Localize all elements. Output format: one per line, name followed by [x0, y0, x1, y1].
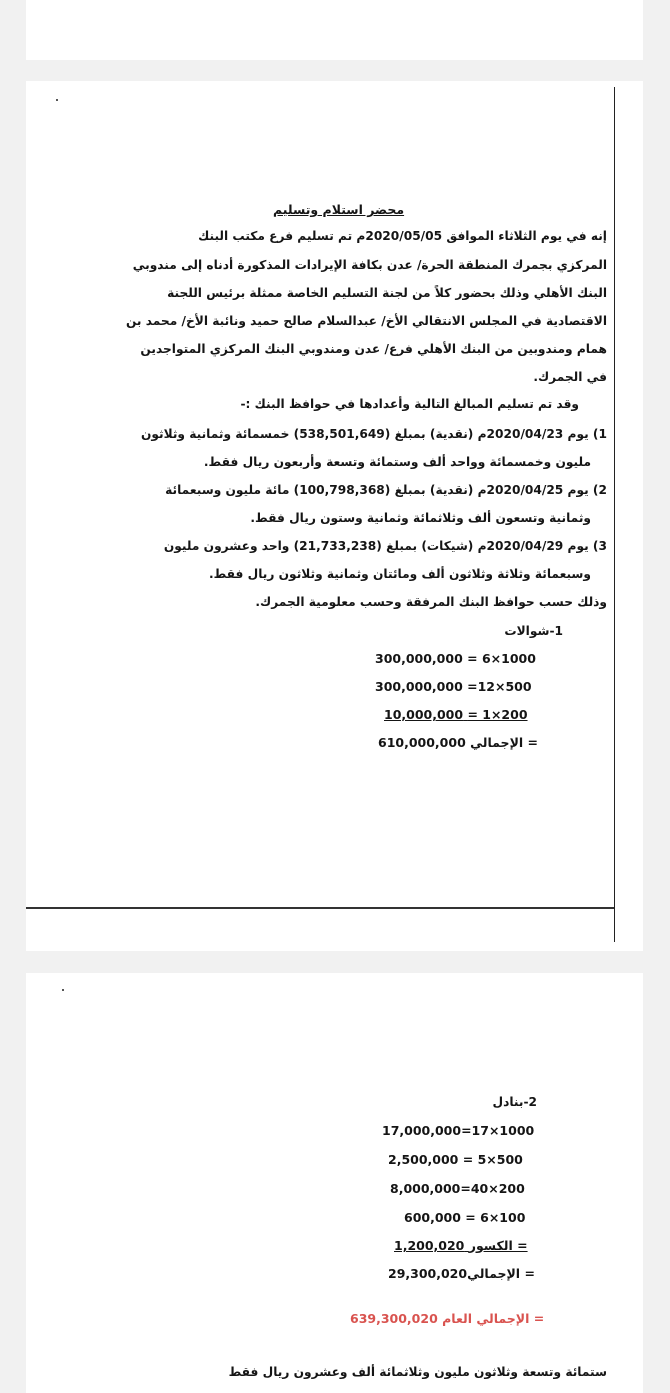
- document-title: محضر استلام وتسليم: [273, 202, 405, 217]
- scan-bottom-line: [26, 907, 614, 909]
- scan-speck: [62, 989, 64, 991]
- page-3: [26, 973, 643, 1393]
- page-2: [26, 81, 643, 951]
- section-1-row-1: 300,000,000 = 6×1000: [375, 651, 536, 666]
- item-2-line-2: وثمانية وتسعون ألف وثلاثمائة وثمانية وستون ريال فقط.: [250, 511, 591, 525]
- intro-line-1: إنه في يوم الثلاثاء الموافق 2020/05/05م تم تسليم فرع مكتب البنك: [198, 229, 607, 243]
- intro-line-5: همام ومندوبين من البنك الأهلي فرع/ عدن ومندوبي البنك المركزي المتواجدين: [140, 342, 607, 356]
- section-1-heading: 1-شوالات: [504, 624, 563, 638]
- section-2-total: 29,300,020= الإجمالي: [388, 1266, 535, 1281]
- section-1-row-2: 300,000,000 =12×500: [375, 679, 532, 694]
- section-2-heading: 2-بنادل: [492, 1095, 537, 1109]
- section-2-row-3: 8,000,000=40×200: [390, 1181, 525, 1196]
- scan-speck: [56, 99, 58, 101]
- grand-total: 639,300,020 = الإجمالي العام: [350, 1311, 545, 1326]
- section-2-row-1: 17,000,000=17×1000: [382, 1123, 535, 1138]
- scan-edge-line: [614, 87, 615, 942]
- item-3-line-1: 3) يوم 2020/04/29م (شيكات) بمبلغ (21,733,238) واحد وعشرون مليون: [163, 539, 607, 553]
- section-1-row-3: 10,000,000 = 1×200: [384, 707, 528, 722]
- item-3-line-2: وسبعمائة وثلاثة وثلاثون ألف ومائتان وثمانية وثلاثون ريال فقط.: [208, 567, 591, 581]
- section-2-row-5: 1,200,020 = الكسور: [394, 1238, 528, 1253]
- intro-line-3: البنك الأهلي وذلك بحضور كلاً من لجنة التسليم الخاصة ممثلة برئيس اللجنة: [167, 286, 607, 300]
- bottom-partial-line: ستمائة وتسعة وثلاثون مليون وثلاثمائة ألف وعشرون ريال فقط: [228, 1365, 607, 1379]
- section-1-total: 610,000,000 = الإجمالي: [378, 735, 538, 750]
- intro-line-4: الاقتصادية في المجلس الانتقالي الأخ/ عبدالسلام صالح حميد ونائبة الأخ/ محمد بن: [125, 314, 607, 328]
- page-1-partial: [26, 0, 643, 60]
- delivery-intro: وقد تم تسليم المبالغ التالية وأعدادها في حوافظ البنك :-: [240, 397, 579, 411]
- item-2-line-1: 2) يوم 2020/04/25م (نقدية) بمبلغ (100,798,368) مائة مليون وسبعمائة: [165, 483, 607, 497]
- item-1-line-2: مليون وخمسمائة وواحد ألف وستمائة وتسعة وأربعون ريال فقط.: [203, 455, 591, 469]
- intro-line-2: المركزي بجمرك المنطقة الحرة/ عدن بكافة الإيرادات المذكورة أدناه إلى مندوبي: [132, 258, 607, 272]
- intro-line-6: في الجمرك.: [533, 370, 607, 384]
- item-1-line-1: 1) يوم 2020/04/23م (نقدية) بمبلغ (538,501,649) خمسمائة وثمانية وثلاثون: [140, 427, 607, 441]
- section-2-row-4: 600,000 = 6×100: [404, 1210, 526, 1225]
- according-line: وذلك حسب حوافظ البنك المرفقة وحسب معلومية الجمرك.: [255, 595, 607, 609]
- section-2-row-2: 2,500,000 = 5×500: [388, 1152, 523, 1167]
